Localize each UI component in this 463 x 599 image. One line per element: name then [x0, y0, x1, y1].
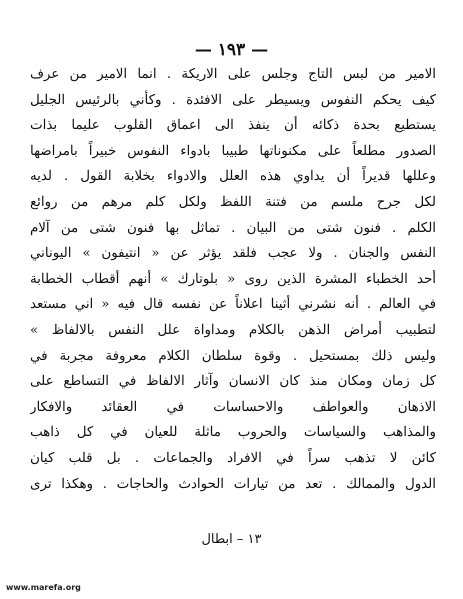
- text-line: كيف يحكم النفوس ويسيطر على الافئدة . وكأني بالرئيس الجليل: [30, 92, 436, 108]
- text-line: كائن لا تذهب سراً في الافراد والجماعات . بل قلب كيان: [30, 450, 436, 466]
- text-line: كل زمان ومكان منذ كان الانسان وآثار الالفاظ في التساطع على: [30, 374, 436, 390]
- text-line: الاذهان والعواطف والاحساسات في العقائد والافكار: [30, 399, 436, 415]
- text-line: وليس ذلك بمستحيل . وقوة سلطان الكلام معروفة مجربة في: [30, 348, 436, 364]
- text-line: النفس والجنان . ولا عجب فلقد يؤثر عن « انتيفون » اليوناني: [30, 246, 436, 262]
- text-line: الصدور مطلعاً على مكنوناتها طبيبا بادواء النفوس خبيراً بامراضها: [30, 143, 436, 159]
- page-number-header: — ١٩٣ —: [194, 40, 269, 60]
- text-line: لتطبيب أمراض الذهن بالكلام ومداواة علل النفس بالالفاظ »: [30, 322, 436, 338]
- text-line: يستطيع بحدة ذكائه أن ينفذ الى اعماق القلوب عليما بذات: [30, 118, 436, 134]
- body-text: [30, 62, 436, 497]
- text-line: لكل جرح ملسم من فتنة اللفظ ولكل كلم مرهم من روائع: [30, 194, 436, 210]
- text-line: أحد الخطباء المشرة الذين روى « بلوتارك » أنهم أقطاب الخطابة: [30, 271, 436, 287]
- text-line: الكلم . فنون شتى من البيان . تماثل بها فنون شتى من آلام: [30, 220, 436, 236]
- signature-mark: ١٣ – ابطال: [201, 532, 262, 547]
- text-line: وعللها قديراً أن يداوي هذه العلل والادواء بخلابة القول . لديه: [30, 169, 436, 185]
- text-line: الامير من لبس التاج وجلس على الاريكة . انما الامير من عرف: [30, 67, 436, 82]
- text-line: الدول والممالك . تعد من تيارات الحوادث والحاجات . وهكذا ترى: [30, 476, 436, 492]
- text-line: في العالم . أنه نشرني أثينا اعلاناً عن نفسه قال فيه « اني مستعد: [30, 297, 436, 313]
- text-line: والمذاهب والسياسات والحروب ماثلة للعيان في كل ذاهب: [30, 425, 436, 441]
- site-footer: www.marefa.org: [6, 583, 81, 592]
